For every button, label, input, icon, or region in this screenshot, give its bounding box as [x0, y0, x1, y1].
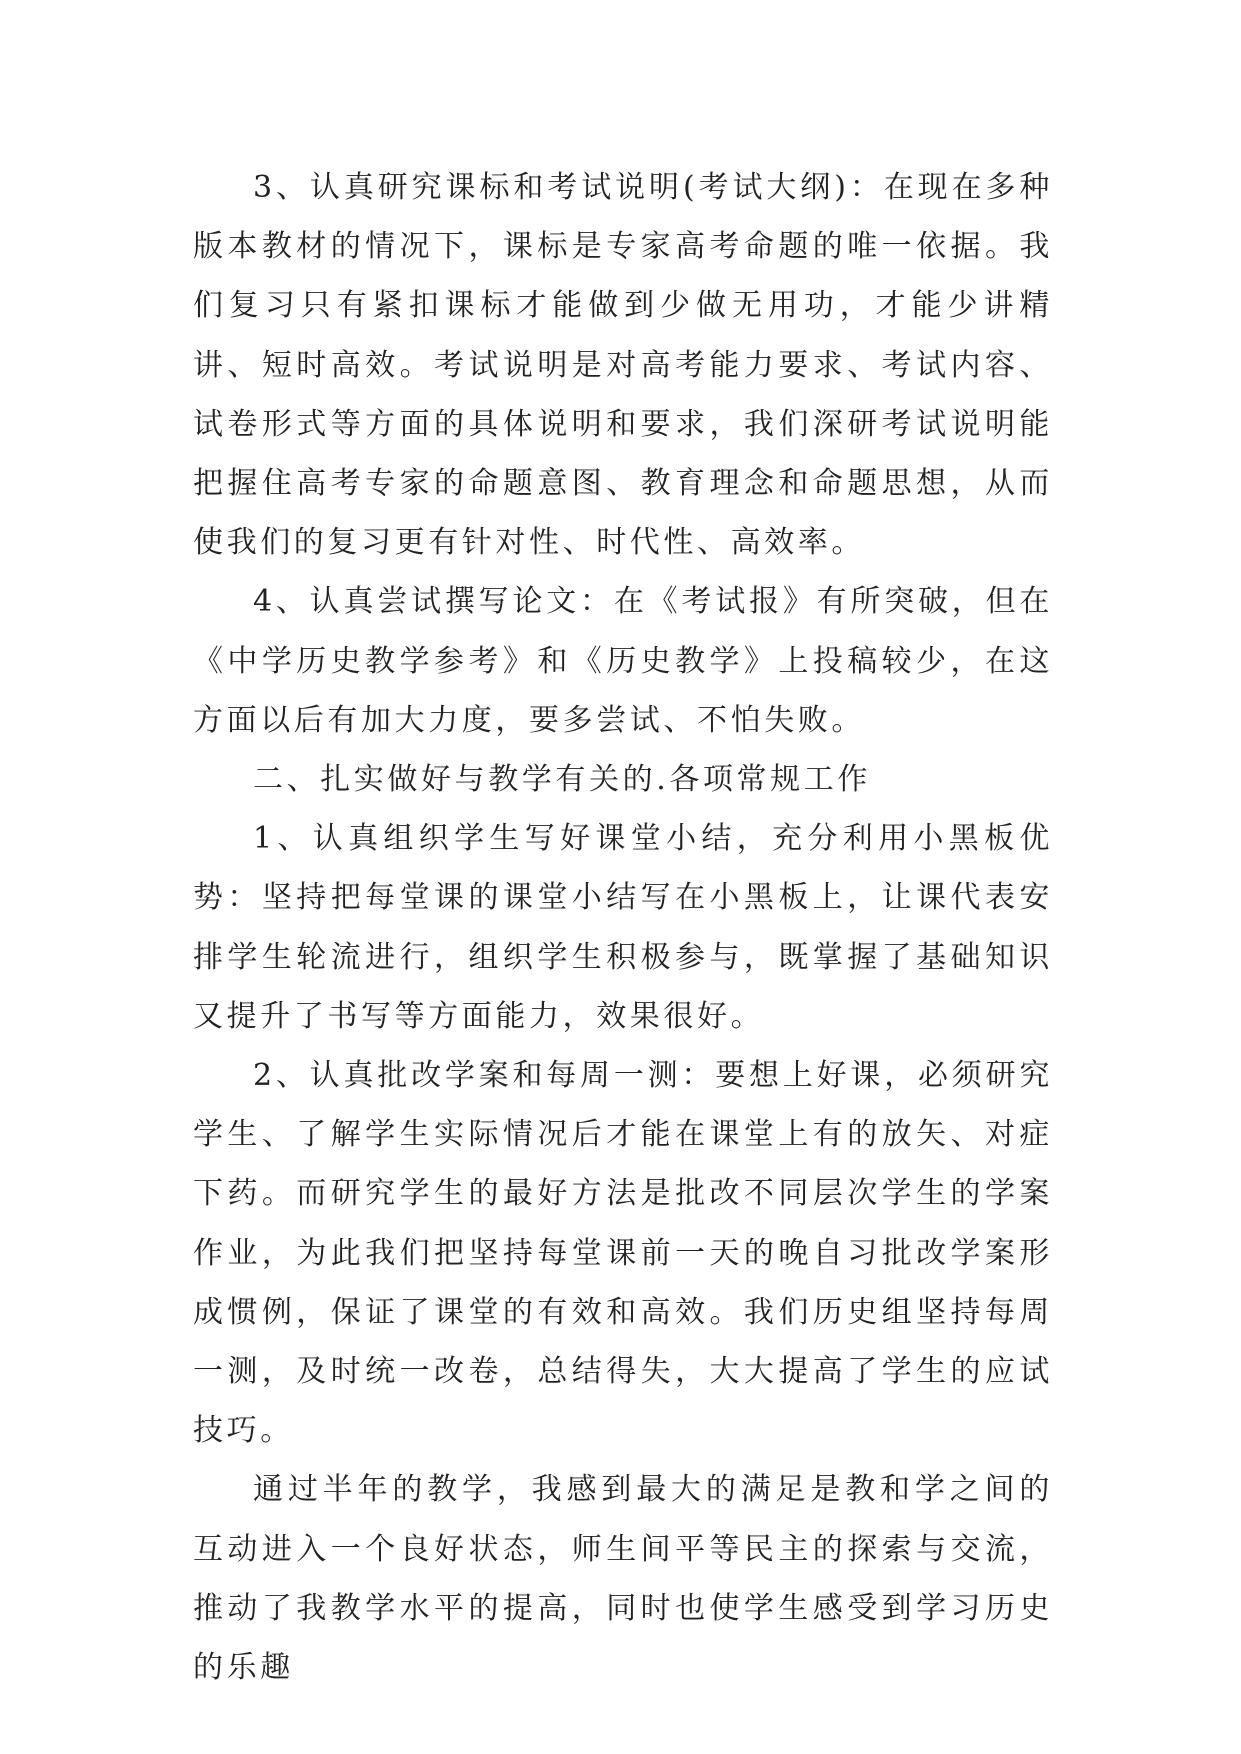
- paragraph-class-summary: 1、认真组织学生写好课堂小结，充分利用小黑板优势：坚持把每堂课的课堂小结写在小黑板上，让课代表安排学生轮流进行，组织学生积极参与，既掌握了基础知识又提升了书写等方面能力，效果很好。: [193, 821, 1053, 1034]
- paragraph-exam-syllabus: 3、认真研究课标和考试说明(考试大纲)：在现在多种版本教材的情况下，课标是专家高考命题的唯一依据。我们复习只有紧扣课标才能做到少做无用功，才能少讲精讲、短时高效。考试说明是对高考能力要求、考试内容、试卷形式等方面的具体说明和要求，我们深研考试说明能把握住高考专家的命题意图、教育理念和命题思想，从而使我们的复习更有针对性、时代性、高效率。: [193, 170, 1053, 561]
- section-heading-routine-work: 二、扎实做好与教学有关的.各项常规工作: [253, 762, 871, 798]
- paragraph-reflection: 通过半年的教学，我感到最大的满足是教和学之间的互动进入一个良好状态，师生间平等民主的探索与交流，推动了我教学水平的提高，同时也使学生感受到学习历史的乐趣: [193, 1472, 1053, 1686]
- paragraph-grading: 2、认真批改学案和每周一测：要想上好课，必须研究学生、了解学生实际情况后才能在课堂上有的放矢、对症下药。而研究学生的最好方法是批改不同层次学生的学案作业，为此我们把坚持每堂课前一天的晚自习批改学案形成惯例，保证了课堂的有效和高效。我们历史组坚持每周一测，及时统一改卷，总结得失，大大提高了学生的应试技巧。: [193, 1058, 1053, 1449]
- document-body: [193, 158, 1053, 1697]
- paragraph-paper-writing: 4、认真尝试撰写论文：在《考试报》有所突破，但在《中学历史教学参考》和《历史教学》上投稿较少，在这方面以后有加大力度，要多尝试、不怕失败。: [193, 584, 1053, 738]
